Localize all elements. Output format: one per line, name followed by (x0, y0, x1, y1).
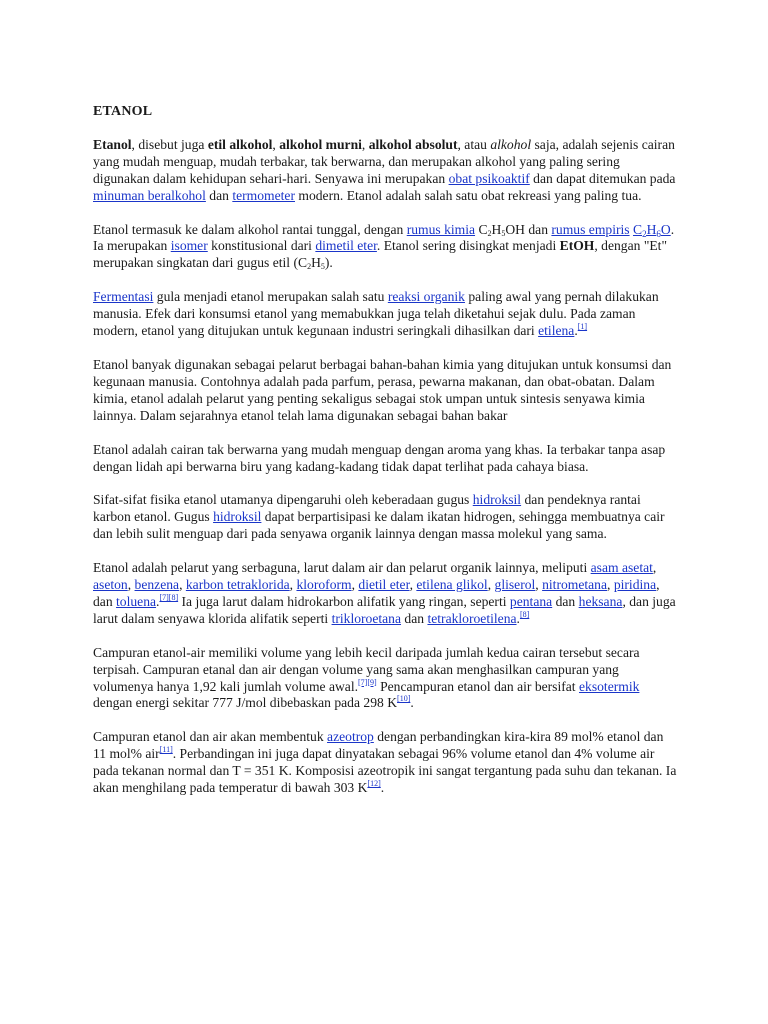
link-termometer[interactable]: termometer (232, 187, 295, 203)
link-minuman-beralkohol[interactable]: minuman beralkohol (93, 187, 206, 203)
link-eksotermik[interactable]: eksotermik (579, 678, 640, 694)
reference-link[interactable]: [11] (159, 745, 173, 755)
bold-term: EtOH (559, 238, 595, 254)
link-heksana[interactable]: heksana (578, 593, 623, 609)
paragraph-hydroxyl: Sifat-sifat fisika etanol utamanya dipengaruhi oleh keberadaan gugus hidroksil dan pendeknya rantai karbon etanol. Gugus hidroksil dapat berpartisipasi ke dalam ikatan hidrogen, sehingga membuatnya cair dan lebih sulit menguap dari pada senyawa organik lainnya dengan massa molekul yang sama. (93, 492, 665, 542)
link-reaksi-organik[interactable]: reaksi organik (387, 289, 465, 305)
link-dimetil-eter[interactable]: dimetil eter (315, 238, 377, 254)
link-azeotrop[interactable]: azeotrop (327, 729, 374, 745)
reference-link[interactable]: [12] (367, 779, 381, 789)
link-isomer[interactable]: isomer (170, 238, 208, 254)
link-rumus-empiris[interactable]: rumus empiris (551, 221, 630, 237)
link-obat-psikoaktif[interactable]: obat psikoaktif (448, 170, 530, 186)
bold-term: etil alkohol (207, 136, 273, 152)
paragraph-fermentation: Fermentasi gula menjadi etanol merupakan salah satu reaksi organik paling awal yang pernah dilakukan manusia. Efek dari konsumsi etanol yang memabukkan juga telah diketahui sejak dulu. Pada zaman modern, etanol yang ditujukan untuk kegunaan industri seringkali dihasilkan dari etilena.[1] (93, 289, 659, 339)
reference-link[interactable]: [7][8] (159, 592, 179, 602)
link-etilena[interactable]: etilena (538, 323, 575, 339)
link-nitrometana[interactable]: nitrometana (542, 577, 608, 593)
paragraph-azeotrope: Campuran etanol dan air akan membentuk azeotrop dengan perbandingkan kira-kira 89 mol% etanol dan 11 mol% air[11]. Perbandingan ini juga dapat dinyatakan sebagai 96% volume etanol dan 4% volume air pada tekanan normal dan T = 351 K. Komposisi azeotropik ini sangat tergantung pada suhu dan tekanan. Ia akan menghilang pada temperatur di bawah 303 K[12]. (93, 729, 677, 796)
italic-term: alkohol (490, 136, 532, 152)
bold-term: alkohol murni (279, 136, 362, 152)
link-tetrakloroetilena[interactable]: tetrakloroetilena (427, 610, 517, 626)
link-trikloroetana[interactable]: trikloroetana (331, 610, 402, 626)
link-piridina[interactable]: piridina (613, 577, 657, 593)
link-toluena[interactable]: toluena (116, 593, 157, 609)
link-rumus-kimia[interactable]: rumus kimia (406, 221, 476, 237)
reference-link[interactable]: [7][9] (358, 677, 377, 687)
bold-term: alkohol absolut (368, 136, 458, 152)
link-gliserol[interactable]: gliserol (494, 577, 536, 593)
link-asam-asetat[interactable]: asam asetat (590, 560, 653, 576)
link-karbon-tetraklorida[interactable]: karbon tetraklorida (185, 577, 290, 593)
link-hidroksil[interactable]: hidroksil (213, 509, 262, 525)
link-etilena-glikol[interactable]: etilena glikol (416, 577, 488, 593)
link-fermentasi[interactable]: Fermentasi (93, 289, 154, 305)
reference-link[interactable]: [10] (397, 694, 411, 704)
paragraph-uses: Etanol banyak digunakan sebagai pelarut berbagai bahan-bahan kimia yang ditujukan untuk konsumsi dan kegunaan manusia. Contohnya adalah pada parfum, perasa, pewarna makanan, dan obat-obatan. Dalam kimia, etanol adalah pelarut yang penting sekaligus sebagai stok umpan untuk sintesis senyawa kimia lainnya. Dalam sejarahnya etanol telah lama digunakan sebagai bahan bakar (93, 356, 672, 423)
bold-term: Etanol (93, 136, 132, 152)
reference-link[interactable]: [8] (519, 609, 530, 619)
reference-link[interactable]: [1] (577, 322, 588, 332)
paragraph-mixture: Campuran etanol-air memiliki volume yang lebih kecil daripada jumlah kedua cairan tersebut secara terpisah. Campuran etanal dan air dengan volume yang sama akan menghasilkan campuran yang volumenya hanya 1,92 kali jumlah volume awal.[7][9] Pencampuran etanol dan air bersifat eksotermik dengan energi sekitar 777 J/mol dibebaskan pada 298 K[10]. (93, 644, 640, 711)
link-hidroksil[interactable]: hidroksil (472, 492, 522, 508)
paragraph-intro: Etanol, disebut juga etil alkohol, alkohol murni, alkohol absolut, atau alkohol saja, adalah sejenis cairan yang mudah menguap, mudah terbakar, tak berwarna, dan merupakan alkohol yang paling sering digunakan dalam kehidupan sehari-hari. Senyawa ini merupakan obat psikoaktif dan dapat ditemukan pada minuman beralkohol dan termometer modern. Etanol adalah salah satu obat rekreasi yang paling tua. (93, 136, 676, 203)
link-c2h6o[interactable]: $C_2H_6O$ (632, 221, 671, 239)
document-title: ETANOL (93, 104, 153, 119)
paragraph-solvent: Etanol adalah pelarut yang serbaguna, larut dalam air dan pelarut organik lainnya, meliputi asam asetat, aseton, benzena, karbon tetraklorida, kloroform, dietil eter, etilena glikol, gliserol, nitrometana, piridina, dan toluena.[7][8] Ia juga larut dalam hidrokarbon alifatik yang ringan, seperti pentana dan heksana, dan juga larut dalam senyawa klorida alifatik seperti trikloroetana dan tetrakloroetilena.[8] (93, 560, 676, 626)
link-aseton[interactable]: aseton (93, 577, 128, 593)
link-kloroform[interactable]: kloroform (296, 577, 352, 593)
paragraph-properties: Etanol adalah cairan tak berwarna yang mudah menguap dengan aroma yang khas. Ia terbakar tanpa asap dengan lidah api berwarna biru yang kadang-kadang tidak dapat terlihat pada cahaya biasa. (93, 441, 666, 474)
link-pentana[interactable]: pentana (509, 593, 553, 609)
link-dietil-eter[interactable]: dietil eter (358, 577, 410, 593)
link-benzena[interactable]: benzena (134, 577, 180, 593)
paragraph-formula: Etanol termasuk ke dalam alkohol rantai tunggal, dengan rumus kimia $C_2H_5OH$ dan rumus empiris $C_2H_6O$. Ia merupakan isomer konstitusional dari dimetil eter. Etanol sering disingkat menjadi EtOH, dengan "Et" merupakan singkatan dari gugus etil $(C_2H_5)$. (93, 221, 675, 272)
